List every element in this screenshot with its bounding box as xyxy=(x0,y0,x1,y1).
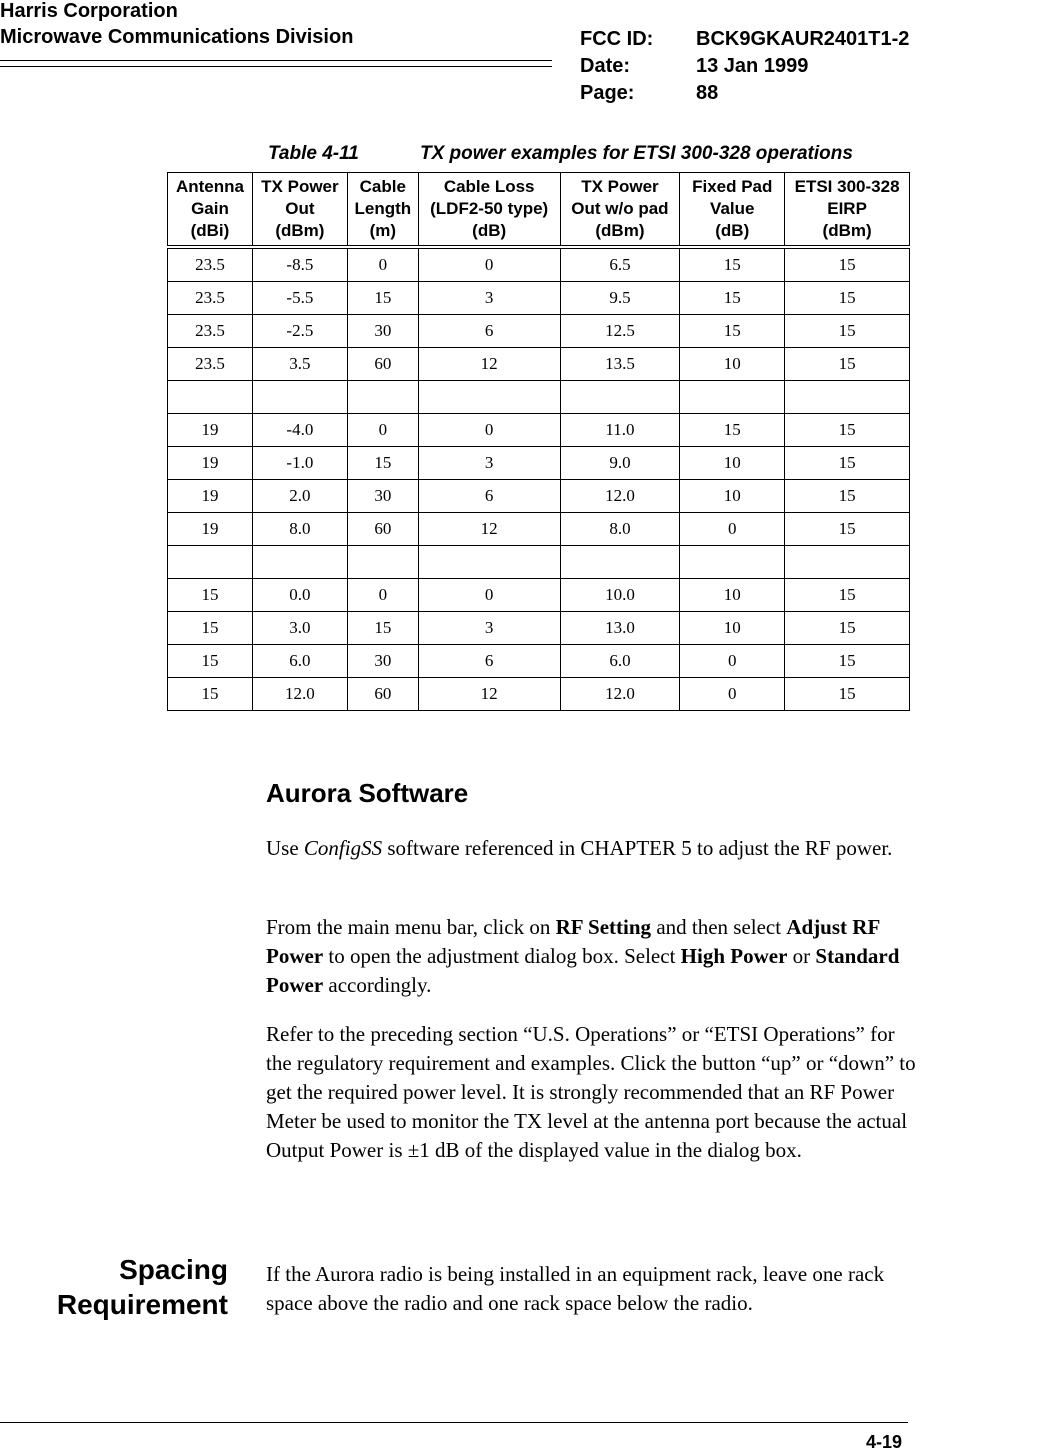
date-value: 13 Jan 1999 xyxy=(696,55,809,77)
text-span: to open the adjustment dialog box. Select xyxy=(323,944,681,968)
spacing-requirement-heading xyxy=(30,1252,228,1322)
table-cell: 60 xyxy=(347,513,418,546)
spacing-paragraph: If the Aurora radio is being installed in an equipment rack, leave one rack space above the radio and one rack space below the radio. xyxy=(266,1262,885,1315)
table-cell: 19 xyxy=(168,513,253,546)
table-row xyxy=(168,579,910,612)
table-cell xyxy=(347,381,418,414)
column-header xyxy=(418,173,560,248)
column-header xyxy=(560,173,680,248)
table-cell: 8.0 xyxy=(560,513,680,546)
column-header-line: (LDF2-50 type) xyxy=(430,199,549,218)
table-cell xyxy=(418,546,560,579)
table-cell: 12.5 xyxy=(560,315,680,348)
text-span: accordingly. xyxy=(323,973,432,997)
table-cell: 30 xyxy=(347,315,418,348)
table-cell: 12 xyxy=(418,348,560,381)
table-cell: 9.5 xyxy=(560,282,680,315)
table-row xyxy=(168,678,910,711)
table-cell: -1.0 xyxy=(252,447,347,480)
adjust-rf-power-term: Adjust RF Power xyxy=(266,915,880,968)
table-cell: 19 xyxy=(168,414,253,447)
page-value: 88 xyxy=(696,82,719,104)
table-body xyxy=(168,247,910,711)
table-cell: 6 xyxy=(418,480,560,513)
spacing-heading-line-2: Requirement xyxy=(56,1289,228,1320)
header-double-rule xyxy=(0,60,552,67)
column-header-line: Fixed Pad xyxy=(692,177,773,196)
table-cell: 6.5 xyxy=(560,247,680,282)
table-caption-number: Table 4-11 xyxy=(268,143,359,164)
page-number: 4-19 xyxy=(866,1432,903,1452)
column-header-line: (dB) xyxy=(472,221,507,240)
column-header-line: (dBm) xyxy=(822,221,872,240)
table-cell: 0 xyxy=(347,414,418,447)
tx-power-table xyxy=(167,172,910,711)
table-cell: 15 xyxy=(680,247,785,282)
aurora-paragraph-3: Refer to the preceding section “U.S. Operations” or “ETSI Operations” for the regulatory requirement and examples. Click the button “up” or “down” to get the required power level. It is strongly recommended that an RF Power Meter be used to monitor the TX level at the antenna port because the actual Output Power is ±1 dB of the displayed value in the dialog box. xyxy=(266,1022,916,1162)
table-cell xyxy=(252,381,347,414)
table-cell: 60 xyxy=(347,348,418,381)
text-span: Use xyxy=(266,836,304,860)
column-header-line: (m) xyxy=(369,221,397,240)
table-cell: 30 xyxy=(347,645,418,678)
table-caption xyxy=(268,143,853,165)
table-cell xyxy=(347,546,418,579)
fcc-id-label: FCC ID: xyxy=(580,28,654,50)
table-cell: 12.0 xyxy=(560,480,680,513)
table-cell: 15 xyxy=(785,247,910,282)
table-cell: 6 xyxy=(418,315,560,348)
table-cell: 19 xyxy=(168,447,253,480)
column-header xyxy=(347,173,418,248)
table-cell: 3 xyxy=(418,612,560,645)
document-meta xyxy=(580,26,909,107)
table-cell: -5.5 xyxy=(252,282,347,315)
text-span: software referenced in CHAPTER 5 to adjust the RF power. xyxy=(382,836,893,860)
column-header-line: Out w/o pad xyxy=(571,199,669,218)
table-cell: 12 xyxy=(418,513,560,546)
date-label: Date: xyxy=(580,55,631,77)
column-header-line: (dB) xyxy=(715,221,750,240)
table-cell xyxy=(785,381,910,414)
configss-name: ConfigSS xyxy=(303,836,383,860)
table-cell: 0.0 xyxy=(252,579,347,612)
table-cell: 30 xyxy=(347,480,418,513)
table-cell: 23.5 xyxy=(168,282,253,315)
table-cell: 0 xyxy=(347,579,418,612)
table-cell: 15 xyxy=(168,645,253,678)
table-cell: 9.0 xyxy=(560,447,680,480)
table-cell: 10 xyxy=(680,348,785,381)
table-cell: 15 xyxy=(785,348,910,381)
column-header xyxy=(252,173,347,248)
column-header-line: Value xyxy=(710,199,755,218)
table-cell: 6 xyxy=(418,645,560,678)
column-header-line: Cable xyxy=(359,177,406,196)
table-cell: 10 xyxy=(680,612,785,645)
aurora-paragraph-2 xyxy=(266,913,916,1000)
table-row xyxy=(168,480,910,513)
table-cell: 0 xyxy=(418,579,560,612)
column-header-line: Gain xyxy=(191,199,229,218)
company-name: Harris Corporation xyxy=(0,0,178,22)
table-cell: 19 xyxy=(168,480,253,513)
table-cell: 15 xyxy=(785,315,910,348)
table-cell: 15 xyxy=(347,282,418,315)
text-span: and then select xyxy=(651,915,787,939)
table-cell xyxy=(785,546,910,579)
table-row xyxy=(168,282,910,315)
table-cell xyxy=(418,381,560,414)
table-cell: 10 xyxy=(680,579,785,612)
table-cell: 15 xyxy=(785,612,910,645)
table-row xyxy=(168,247,910,282)
table-cell: 0 xyxy=(680,678,785,711)
table-cell: 15 xyxy=(785,645,910,678)
table-cell: 23.5 xyxy=(168,315,253,348)
table-cell: 15 xyxy=(785,579,910,612)
text-span: or xyxy=(787,944,816,968)
table-row xyxy=(168,414,910,447)
table-cell: 3.0 xyxy=(252,612,347,645)
table-cell: 15 xyxy=(680,414,785,447)
table-cell: 15 xyxy=(785,513,910,546)
table-cell: 13.5 xyxy=(560,348,680,381)
table-cell: 0 xyxy=(347,247,418,282)
table-cell: 15 xyxy=(785,480,910,513)
table-cell: 15 xyxy=(168,678,253,711)
page-row xyxy=(580,80,909,107)
table-cell: 15 xyxy=(168,579,253,612)
footer-rule xyxy=(0,1422,908,1423)
table-cell: 0 xyxy=(418,414,560,447)
column-header-line: Out xyxy=(285,199,315,218)
table-cell: -4.0 xyxy=(252,414,347,447)
table-cell: -2.5 xyxy=(252,315,347,348)
table-row xyxy=(168,546,910,579)
table-cell: 12.0 xyxy=(560,678,680,711)
table-row xyxy=(168,513,910,546)
table-row xyxy=(168,612,910,645)
table-row xyxy=(168,348,910,381)
column-header xyxy=(785,173,910,248)
table-row xyxy=(168,447,910,480)
column-header-line: Antenna xyxy=(175,177,244,196)
column-header-line: EIRP xyxy=(827,199,867,218)
table-cell: 15 xyxy=(785,282,910,315)
table-cell: 11.0 xyxy=(560,414,680,447)
table-cell: 15 xyxy=(785,447,910,480)
division-name: Microwave Communications Division xyxy=(0,26,354,48)
table-cell: 6.0 xyxy=(252,645,347,678)
table-cell: 12.0 xyxy=(252,678,347,711)
table-header-row xyxy=(168,173,910,248)
table-cell: 12 xyxy=(418,678,560,711)
column-header-line: Length xyxy=(354,199,412,218)
column-header-line: (dBi) xyxy=(190,221,230,240)
table-cell: 15 xyxy=(347,612,418,645)
table-cell xyxy=(168,546,253,579)
page-label: Page: xyxy=(580,82,635,104)
table-cell: 3 xyxy=(418,282,560,315)
aurora-paragraph-1 xyxy=(266,834,916,863)
fcc-id-row xyxy=(580,26,909,53)
column-header xyxy=(680,173,785,248)
standard-power-term: Standard Power xyxy=(266,944,900,997)
table-cell: 15 xyxy=(785,678,910,711)
date-row xyxy=(580,53,909,80)
table-caption-title: TX power examples for ETSI 300-328 operations xyxy=(420,143,853,164)
text-span: From the main menu bar, click on xyxy=(266,915,556,939)
table-cell: 23.5 xyxy=(168,348,253,381)
table-cell xyxy=(680,546,785,579)
table-cell xyxy=(560,546,680,579)
table-cell: 15 xyxy=(680,315,785,348)
table-cell: 13.0 xyxy=(560,612,680,645)
column-header-line: (dBm) xyxy=(595,221,645,240)
high-power-term: High Power xyxy=(680,944,788,968)
column-header-line: Cable Loss xyxy=(443,177,535,196)
table-cell: 23.5 xyxy=(168,247,253,282)
table-cell xyxy=(252,546,347,579)
table-cell: 8.0 xyxy=(252,513,347,546)
column-header-line: (dBm) xyxy=(275,221,325,240)
table-cell: 15 xyxy=(347,447,418,480)
table-cell: 6.0 xyxy=(560,645,680,678)
table-cell: 3 xyxy=(418,447,560,480)
rf-setting-term: RF Setting xyxy=(555,915,652,939)
table-cell: 3.5 xyxy=(252,348,347,381)
table-cell: 10.0 xyxy=(560,579,680,612)
table-cell: 15 xyxy=(168,612,253,645)
table-cell: 0 xyxy=(680,645,785,678)
column-header-line: TX Power xyxy=(261,177,339,196)
table-cell xyxy=(168,381,253,414)
column-header xyxy=(168,173,253,248)
fcc-id-value: BCK9GKAUR2401T1-2 xyxy=(696,28,910,50)
spacing-heading-line-1: Spacing xyxy=(119,1254,228,1285)
table-cell: 60 xyxy=(347,678,418,711)
table-cell: 0 xyxy=(418,247,560,282)
table-cell xyxy=(680,381,785,414)
table-cell: 15 xyxy=(680,282,785,315)
column-header-line: ETSI 300-328 xyxy=(794,177,900,196)
table-row xyxy=(168,315,910,348)
table-row xyxy=(168,645,910,678)
aurora-software-heading: Aurora Software xyxy=(266,778,469,808)
table-cell: -8.5 xyxy=(252,247,347,282)
table-cell: 10 xyxy=(680,447,785,480)
table-cell: 2.0 xyxy=(252,480,347,513)
table-cell xyxy=(560,381,680,414)
table-row xyxy=(168,381,910,414)
table-cell: 15 xyxy=(785,414,910,447)
column-header-line: TX Power xyxy=(581,177,659,196)
table-cell: 0 xyxy=(680,513,785,546)
table-cell: 10 xyxy=(680,480,785,513)
